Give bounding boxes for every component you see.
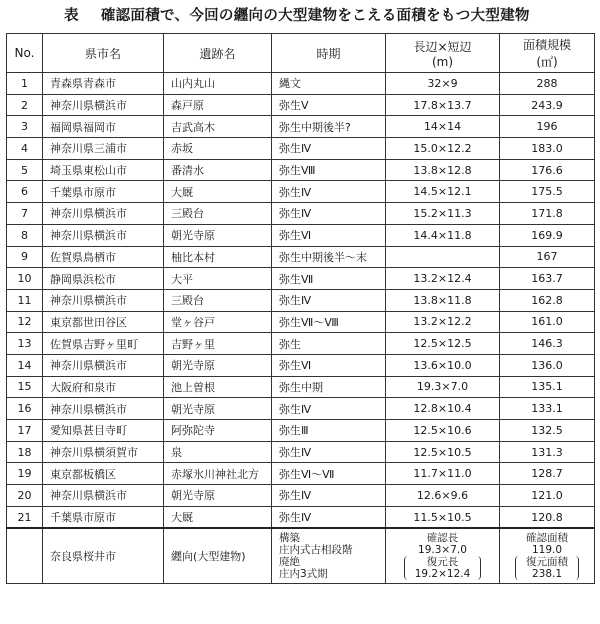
cell-pref: 神奈川県横浜市 <box>43 203 164 225</box>
cell-period: 弥生Ⅳ <box>272 181 386 203</box>
cell-period: 弥生 <box>272 333 386 355</box>
table-row <box>7 289 595 311</box>
table-row <box>7 181 595 203</box>
cell-dim: 12.5×12.5 <box>386 333 500 355</box>
cell-no: 21 <box>7 506 43 528</box>
table-row <box>7 268 595 290</box>
cell-pref: 神奈川県横浜市 <box>43 485 164 507</box>
table-row <box>7 485 595 507</box>
cell-no: 18 <box>7 441 43 463</box>
cell-no: 16 <box>7 398 43 420</box>
cell-period: 縄文 <box>272 73 386 95</box>
cell-site: 大厩 <box>164 181 272 203</box>
title-label: 表 <box>64 8 79 24</box>
dim-restored-value: 19.2×12.4 <box>414 568 471 581</box>
cell-period: 弥生Ⅳ <box>272 289 386 311</box>
cell-area: 176.6 <box>500 159 595 181</box>
cell-area: 131.3 <box>500 441 595 463</box>
cell-area: 135.1 <box>500 376 595 398</box>
table-row <box>7 506 595 528</box>
cell-site: 山内丸山 <box>164 73 272 95</box>
cell-site: 赤坂 <box>164 138 272 160</box>
cell-pref: 千葉県市原市 <box>43 506 164 528</box>
area-restored-bracket <box>515 556 579 580</box>
cell-no: 10 <box>7 268 43 290</box>
cell-area: 136.0 <box>500 354 595 376</box>
cell-period <box>272 528 386 584</box>
table-row <box>7 138 595 160</box>
cell-dim: 11.7×11.0 <box>386 463 500 485</box>
cell-pref: 神奈川県横浜市 <box>43 224 164 246</box>
table-row <box>7 246 595 268</box>
cell-area: 128.7 <box>500 463 595 485</box>
cell-pref: 神奈川県横須賀市 <box>43 441 164 463</box>
header-area-line2: (㎡) <box>536 55 558 69</box>
table-header-row <box>7 34 595 73</box>
cell-dim: 11.5×10.5 <box>386 506 500 528</box>
cell-period: 弥生Ⅳ <box>272 485 386 507</box>
area-restored-value: 238.1 <box>531 568 563 581</box>
cell-pref: 神奈川県三浦市 <box>43 138 164 160</box>
header-site: 遺跡名 <box>164 34 272 73</box>
table-row <box>7 159 595 181</box>
table-row <box>7 441 595 463</box>
cell-no <box>7 528 43 584</box>
cell-site: 朝光寺原 <box>164 354 272 376</box>
cell-pref: 佐賀県鳥栖市 <box>43 246 164 268</box>
cell-area: 163.7 <box>500 268 595 290</box>
cell-dim: 32×9 <box>386 73 500 95</box>
cell-dim: 14×14 <box>386 116 500 138</box>
cell-pref: 埼玉県東松山市 <box>43 159 164 181</box>
period-line: 庄内3式期 <box>279 568 328 581</box>
dim-restored-bracket <box>404 556 482 580</box>
title-text: 確認面積で、今回の纒向の大型建物をこえる面積をもつ大型建物 <box>100 8 530 24</box>
cell-period: 弥生中期 <box>272 376 386 398</box>
cell-site: 森戸原 <box>164 94 272 116</box>
cell-dim: 15.0×12.2 <box>386 138 500 160</box>
header-dim-line2: (m) <box>431 54 454 69</box>
cell-site: 朝光寺原 <box>164 398 272 420</box>
cell-dim: 13.8×11.8 <box>386 289 500 311</box>
cell-dim: 13.2×12.2 <box>386 311 500 333</box>
cell-no: 4 <box>7 138 43 160</box>
cell-site: 堂ヶ谷戸 <box>164 311 272 333</box>
dim-confirmed-label: 確認長 <box>426 532 459 545</box>
cell-area: 121.0 <box>500 485 595 507</box>
cell-site: 柚比本村 <box>164 246 272 268</box>
cell-no: 2 <box>7 94 43 116</box>
cell-period: 弥生Ⅶ <box>272 268 386 290</box>
table-row <box>7 224 595 246</box>
cell-pref: 愛知県甚目寺町 <box>43 420 164 442</box>
cell-no: 15 <box>7 376 43 398</box>
header-dim <box>386 34 500 73</box>
cell-pref: 佐賀県吉野ヶ里町 <box>43 333 164 355</box>
cell-area: 120.8 <box>500 506 595 528</box>
period-line: 廃絶 <box>279 556 300 569</box>
cell-area: 175.5 <box>500 181 595 203</box>
cell-dim: 12.8×10.4 <box>386 398 500 420</box>
cell-area: 183.0 <box>500 138 595 160</box>
table-row <box>7 311 595 333</box>
cell-period: 弥生Ⅳ <box>272 203 386 225</box>
cell-period: 弥生Ⅷ <box>272 159 386 181</box>
cell-site: 三殿台 <box>164 289 272 311</box>
cell-pref: 福岡県福岡市 <box>43 116 164 138</box>
cell-no: 3 <box>7 116 43 138</box>
cell-dim: 13.6×10.0 <box>386 354 500 376</box>
cell-area: 162.8 <box>500 289 595 311</box>
cell-site: 吉野ヶ里 <box>164 333 272 355</box>
cell-period: 弥生Ⅵ～Ⅶ <box>272 463 386 485</box>
cell-no: 13 <box>7 333 43 355</box>
cell-area: 196 <box>500 116 595 138</box>
cell-area <box>500 528 595 584</box>
cell-area: 132.5 <box>500 420 595 442</box>
cell-dim: 14.5×12.1 <box>386 181 500 203</box>
cell-dim: 13.8×12.8 <box>386 159 500 181</box>
table-row <box>7 203 595 225</box>
cell-no: 7 <box>7 203 43 225</box>
cell-dim: 19.3×7.0 <box>386 376 500 398</box>
cell-period: 弥生中期後半? <box>272 116 386 138</box>
cell-site: 纒向(大型建物) <box>164 528 272 584</box>
table-row <box>7 354 595 376</box>
cell-dim: 14.4×11.8 <box>386 224 500 246</box>
header-period: 時期 <box>272 34 386 73</box>
cell-period: 弥生Ⅵ <box>272 224 386 246</box>
cell-area: 133.1 <box>500 398 595 420</box>
cell-pref: 千葉県市原市 <box>43 181 164 203</box>
table-row <box>7 463 595 485</box>
cell-site: 大平 <box>164 268 272 290</box>
cell-area: 167 <box>500 246 595 268</box>
table-row-makimuku <box>7 528 595 584</box>
cell-no: 19 <box>7 463 43 485</box>
cell-site: 番清水 <box>164 159 272 181</box>
table-row <box>7 333 595 355</box>
cell-no: 11 <box>7 289 43 311</box>
cell-no: 8 <box>7 224 43 246</box>
header-pref: 県市名 <box>43 34 164 73</box>
cell-period: 弥生Ⅳ <box>272 506 386 528</box>
cell-no: 5 <box>7 159 43 181</box>
dim-confirmed-value: 19.3×7.0 <box>418 544 467 557</box>
buildings-table <box>6 33 595 584</box>
cell-period: 弥生Ⅲ <box>272 420 386 442</box>
cell-pref: 神奈川県横浜市 <box>43 398 164 420</box>
area-confirmed-value: 119.0 <box>531 544 563 557</box>
area-confirmed-label: 確認面積 <box>526 532 568 545</box>
cell-area: 288 <box>500 73 595 95</box>
cell-period: 弥生Ⅳ <box>272 138 386 160</box>
cell-site: 大厩 <box>164 506 272 528</box>
header-area <box>500 34 595 73</box>
header-no: No. <box>7 34 43 73</box>
cell-area: 169.9 <box>500 224 595 246</box>
dim-restored-label: 復元長 <box>426 556 459 569</box>
cell-no: 12 <box>7 311 43 333</box>
cell-dim: 12.6×9.6 <box>386 485 500 507</box>
cell-period: 弥生Ⅳ <box>272 441 386 463</box>
cell-dim: 17.8×13.7 <box>386 94 500 116</box>
cell-no: 6 <box>7 181 43 203</box>
table-row <box>7 116 595 138</box>
cell-no: 9 <box>7 246 43 268</box>
cell-pref: 神奈川県横浜市 <box>43 94 164 116</box>
cell-site: 吉武高木 <box>164 116 272 138</box>
cell-no: 17 <box>7 420 43 442</box>
cell-period: 弥生Ⅴ <box>272 94 386 116</box>
cell-period: 弥生Ⅳ <box>272 398 386 420</box>
cell-period: 弥生Ⅶ～Ⅷ <box>272 311 386 333</box>
cell-dim: 12.5×10.5 <box>386 441 500 463</box>
cell-pref: 静岡県浜松市 <box>43 268 164 290</box>
cell-pref: 東京都世田谷区 <box>43 311 164 333</box>
cell-no: 20 <box>7 485 43 507</box>
table-row <box>7 398 595 420</box>
cell-no: 1 <box>7 73 43 95</box>
cell-area: 171.8 <box>500 203 595 225</box>
cell-pref: 神奈川県横浜市 <box>43 289 164 311</box>
page-title <box>64 4 530 25</box>
period-line: 構築 <box>279 532 300 545</box>
cell-dim: 15.2×11.3 <box>386 203 500 225</box>
cell-period: 弥生中期後半～末 <box>272 246 386 268</box>
cell-site: 三殿台 <box>164 203 272 225</box>
cell-area: 161.0 <box>500 311 595 333</box>
cell-area: 243.9 <box>500 94 595 116</box>
table-row <box>7 420 595 442</box>
table-row <box>7 73 595 95</box>
header-dim-line1: 長辺×短辺 <box>413 39 472 54</box>
cell-period: 弥生Ⅵ <box>272 354 386 376</box>
cell-pref: 神奈川県横浜市 <box>43 354 164 376</box>
header-area-line1: 面積規模 <box>522 38 571 52</box>
cell-pref: 東京都板橋区 <box>43 463 164 485</box>
cell-pref: 大阪府和泉市 <box>43 376 164 398</box>
cell-dim: 12.5×10.6 <box>386 420 500 442</box>
table-row <box>7 376 595 398</box>
cell-site: 阿弥陀寺 <box>164 420 272 442</box>
table-body <box>7 73 595 584</box>
table-row <box>7 94 595 116</box>
cell-site: 朝光寺原 <box>164 224 272 246</box>
cell-dim: 13.2×12.4 <box>386 268 500 290</box>
cell-site: 朝光寺原 <box>164 485 272 507</box>
period-line: 庄内式古相段階 <box>279 544 353 557</box>
cell-dim <box>386 246 500 268</box>
cell-site: 赤塚氷川神社北方 <box>164 463 272 485</box>
cell-no: 14 <box>7 354 43 376</box>
cell-pref: 青森県青森市 <box>43 73 164 95</box>
cell-dim <box>386 528 500 584</box>
cell-site: 泉 <box>164 441 272 463</box>
cell-area: 146.3 <box>500 333 595 355</box>
cell-pref: 奈良県桜井市 <box>43 528 164 584</box>
area-restored-label: 復元面積 <box>526 556 568 569</box>
cell-site: 池上曽根 <box>164 376 272 398</box>
